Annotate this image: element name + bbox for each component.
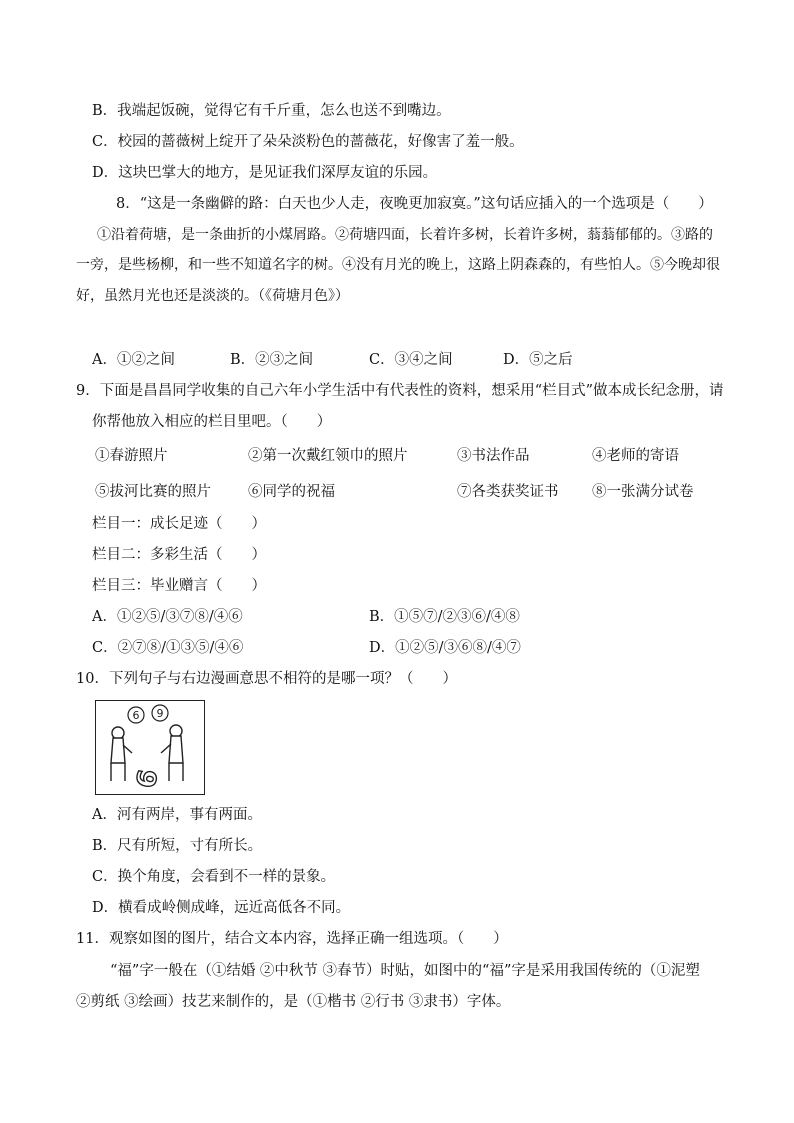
q9-item: ⑥同学的祝福 — [248, 484, 335, 500]
q8-passage-line-1: ①沿着荷塘，是一条曲折的小煤屑路。②荷塘四面，长着许多树，长着许多树，蓊蓊郁郁的。③路的 — [97, 227, 713, 243]
q9-column-2: 栏目二：多彩生活（ ） — [92, 547, 266, 563]
q9-option-b: B．①⑤⑦/②③⑥/④⑧ — [369, 609, 520, 625]
q10-option-a: A．河有两岸，事有两面。 — [92, 807, 262, 823]
q11-stem: 11．观察如图的图片，结合文本内容，选择正确一组选项。（ ） — [76, 931, 508, 947]
q7-option-b: B．我端起饭碗，觉得它有千斤重，怎么也送不到嘴边。 — [92, 103, 451, 119]
q9-item: ③书法作品 — [457, 448, 530, 464]
bubble-left-digit: 6 — [132, 709, 140, 722]
q9-stem-line-1: 9．下面是昌昌同学收集的自己六年小学生活中有代表性的资料，想采用“栏目式”做本成长纪念册，请 — [76, 383, 724, 399]
q9-item: ⑤拔河比赛的照片 — [95, 484, 211, 500]
ground-digit: 6 — [131, 767, 165, 791]
q8-stem: 8．“这是一条幽僻的路：白天也少人走，夜晚更加寂寞。”这句话应插入的一个选项是（ ） — [116, 196, 713, 212]
q9-item: ④老师的寄语 — [592, 448, 679, 464]
q8-option-a: A．①②之间 — [92, 352, 175, 368]
q10-cartoon — [95, 700, 205, 795]
q9-stem-line-2: 你帮他放入相应的栏目里吧。（ ） — [92, 414, 332, 430]
q9-option-a: A．①②⑤/③⑦⑧/④⑥ — [92, 609, 243, 625]
q10-option-b: B．尺有所短，寸有所长。 — [92, 838, 263, 854]
q7-option-c: C．校园的蔷薇树上绽开了朵朵淡粉色的蔷薇花，好像害了羞一般。 — [92, 134, 524, 150]
q9-item: ①春游照片 — [95, 448, 168, 464]
q9-item: ⑦各类获奖证书 — [457, 484, 559, 500]
q10-stem: 10．下列句子与右边漫画意思不相符的是哪一项？（ ） — [76, 671, 457, 687]
q10-option-d: D．横看成岭侧成峰，远近高低各不同。 — [92, 900, 351, 916]
q9-column-3: 栏目三：毕业赠言（ ） — [92, 578, 266, 594]
q8-passage-line-3: 好，虽然月光也还是淡淡的。（《荷塘月色》） — [76, 288, 349, 304]
q10-option-c: C．换个角度，会看到不一样的景象。 — [92, 869, 336, 885]
q9-column-1: 栏目一：成长足迹（ ） — [92, 516, 266, 532]
q8-option-c: C．③④之间 — [369, 352, 453, 368]
bubble-right-digit: 9 — [156, 707, 164, 720]
q8-option-b: B．②③之间 — [230, 352, 314, 368]
q8-option-d: D．⑤之后 — [503, 352, 573, 368]
q9-item: ②第一次戴红领巾的照片 — [248, 448, 408, 464]
q9-option-d: D．①②⑤/③⑥⑧/④⑦ — [369, 640, 521, 656]
q11-body-line-2: ②剪纸 ③绘画）技艺来制作的，是（①楷书 ②行书 ③隶书）字体。 — [76, 994, 511, 1010]
q9-item: ⑧一张满分试卷 — [592, 484, 694, 500]
q8-passage-line-2: 一旁，是些杨柳，和一些不知道名字的树。④没有月光的晚上，这路上阴森森的，有些怕人。⑤今晚却很 — [76, 257, 720, 273]
q9-option-c: C．②⑦⑧/①③⑤/④⑥ — [92, 640, 244, 656]
q7-option-d: D．这块巴掌大的地方，是见证我们深厚友谊的乐园。 — [92, 165, 438, 181]
q11-body-line-1: “福”字一般在（①结婚 ②中秋节 ③春节）时贴，如图中的“福”字是采用我国传统的（①泥塑 — [110, 963, 700, 979]
cartoon-illustration — [96, 701, 203, 793]
